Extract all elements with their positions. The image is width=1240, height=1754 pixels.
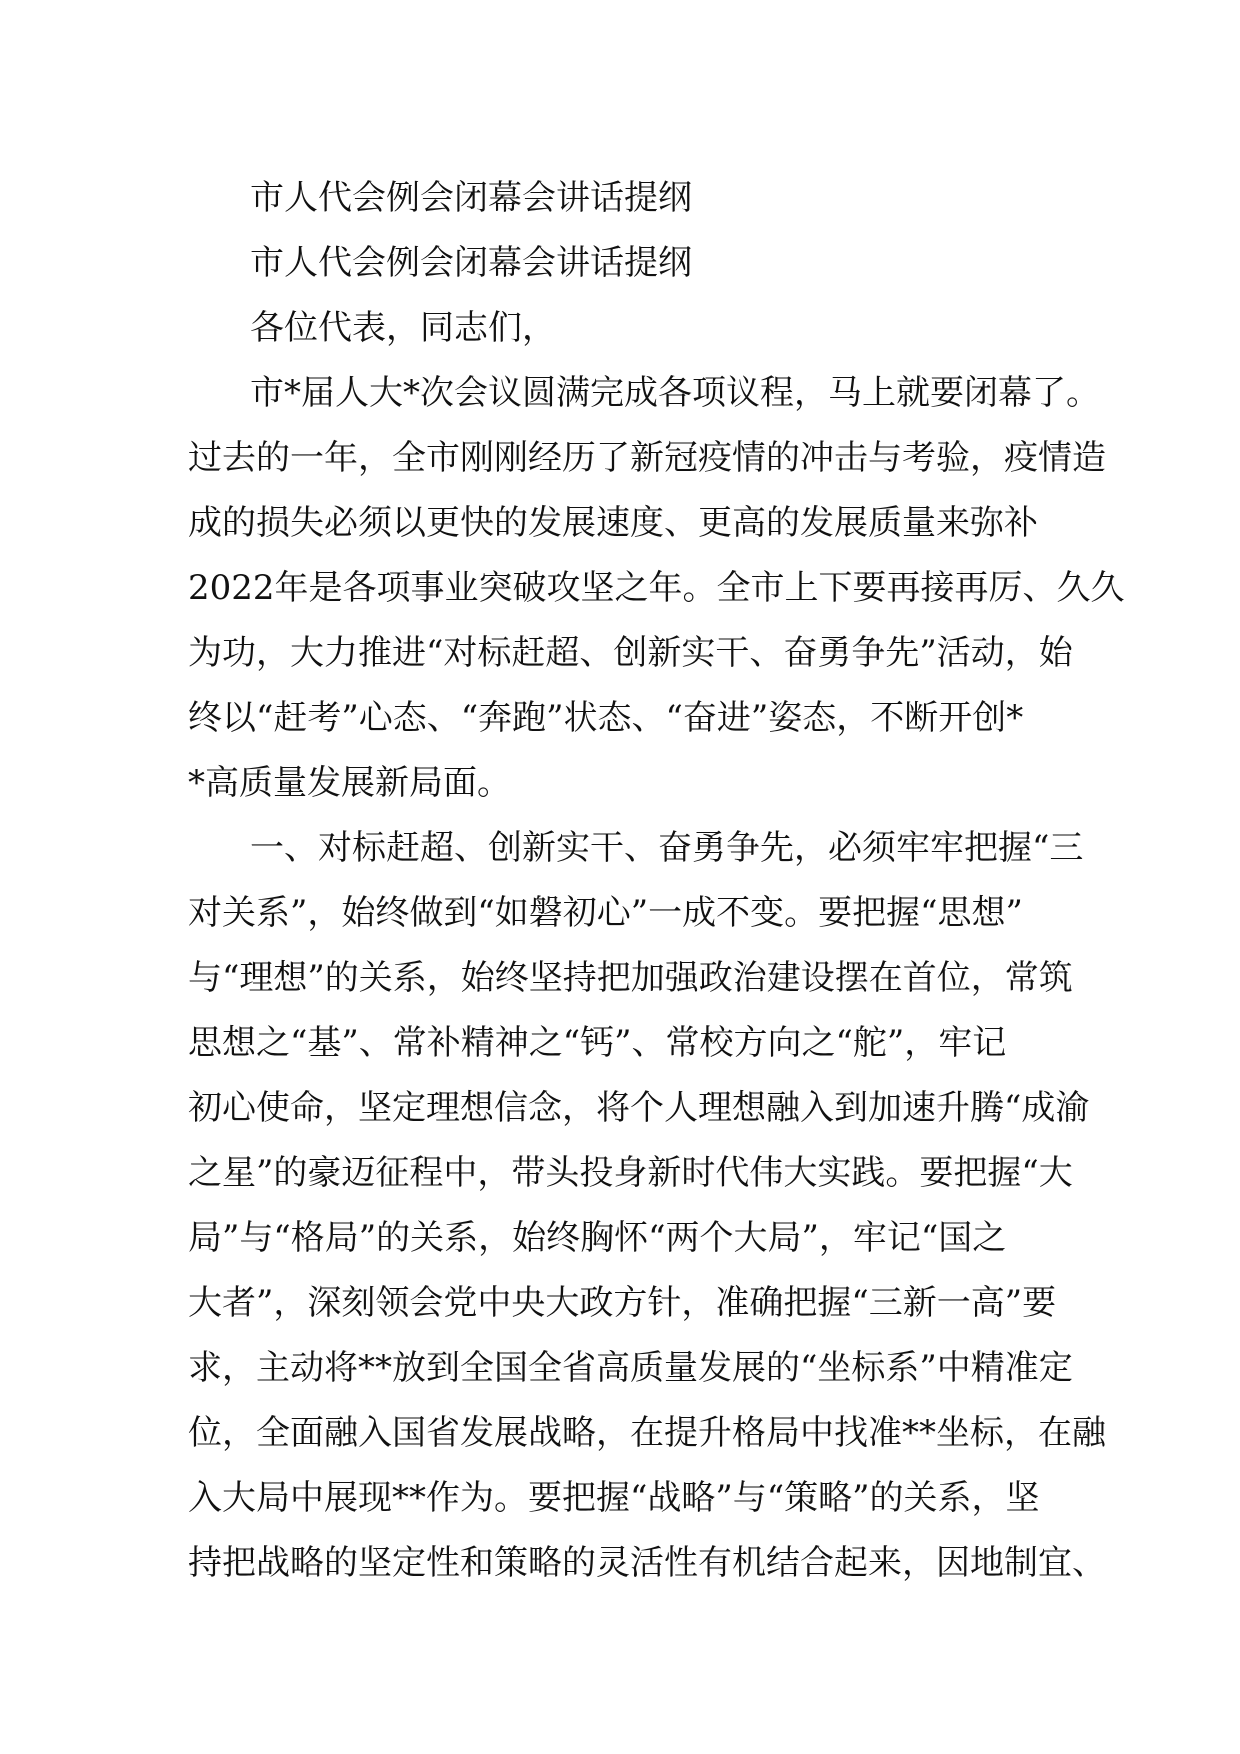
document-subtitle: 市人代会例会闭幕会讲话提纲: [250, 243, 692, 283]
paragraph-line: 终以“赶考”心态、“奔跑”状态、“奋进”姿态，不断开创*: [188, 698, 1024, 738]
paragraph-line: 入大局中展现**作为。要把握“战略”与“策略”的关系，坚: [188, 1478, 1040, 1518]
paragraph-line: 思想之“基”、常补精神之“钙”、常校方向之“舵”，牢记: [188, 1023, 1007, 1063]
paragraph-line: 与“理想”的关系，始终坚持把加强政治建设摆在首位，常筑: [188, 958, 1073, 998]
paragraph-line: 局”与“格局”的关系，始终胸怀“两个大局”，牢记“国之: [188, 1218, 1007, 1258]
paragraph-line: 之星”的豪迈征程中，带头投身新时代伟大实践。要把握“大: [188, 1153, 1073, 1193]
document-title: 市人代会例会闭幕会讲话提纲: [250, 178, 692, 218]
paragraph-line: 持把战略的坚定性和策略的灵活性有机结合起来，因地制宜、: [188, 1543, 1106, 1583]
paragraph-line: 市*届人大*次会议圆满完成各项议程，马上就要闭幕了。: [250, 373, 1100, 413]
paragraph-line: 2022年是各项事业突破攻坚之年。全市上下要再接再厉、久久: [188, 568, 1125, 608]
document-body: [188, 166, 1125, 1596]
paragraph-line: 大者”，深刻领会党中央大政方针，准确把握“三新一高”要: [188, 1283, 1057, 1323]
paragraph-line: 求，主动将**放到全国全省高质量发展的“坐标系”中精准定: [188, 1348, 1073, 1388]
paragraph-line: 对关系”，始终做到“如磐初心”一成不变。要把握“思想”: [188, 893, 1023, 933]
paragraph-line: 成的损失必须以更快的发展速度、更高的发展质量来弥补: [188, 503, 1038, 543]
paragraph-line: 位，全面融入国省发展战略，在提升格局中找准**坐标，在融: [188, 1413, 1106, 1453]
paragraph-line: 初心使命，坚定理想信念，将个人理想融入到加速升腾“成渝: [188, 1088, 1090, 1128]
paragraph-line: 为功，大力推进“对标赶超、创新实干、奋勇争先”活动，始: [188, 633, 1073, 673]
paragraph-line: *高质量发展新局面。: [188, 763, 511, 803]
paragraph-line: 过去的一年，全市刚刚经历了新冠疫情的冲击与考验，疫情造: [188, 438, 1106, 478]
salutation: 各位代表，同志们，: [250, 308, 556, 348]
section-heading-line: 一、对标赶超、创新实干、奋勇争先，必须牢牢把握“三: [250, 828, 1084, 868]
